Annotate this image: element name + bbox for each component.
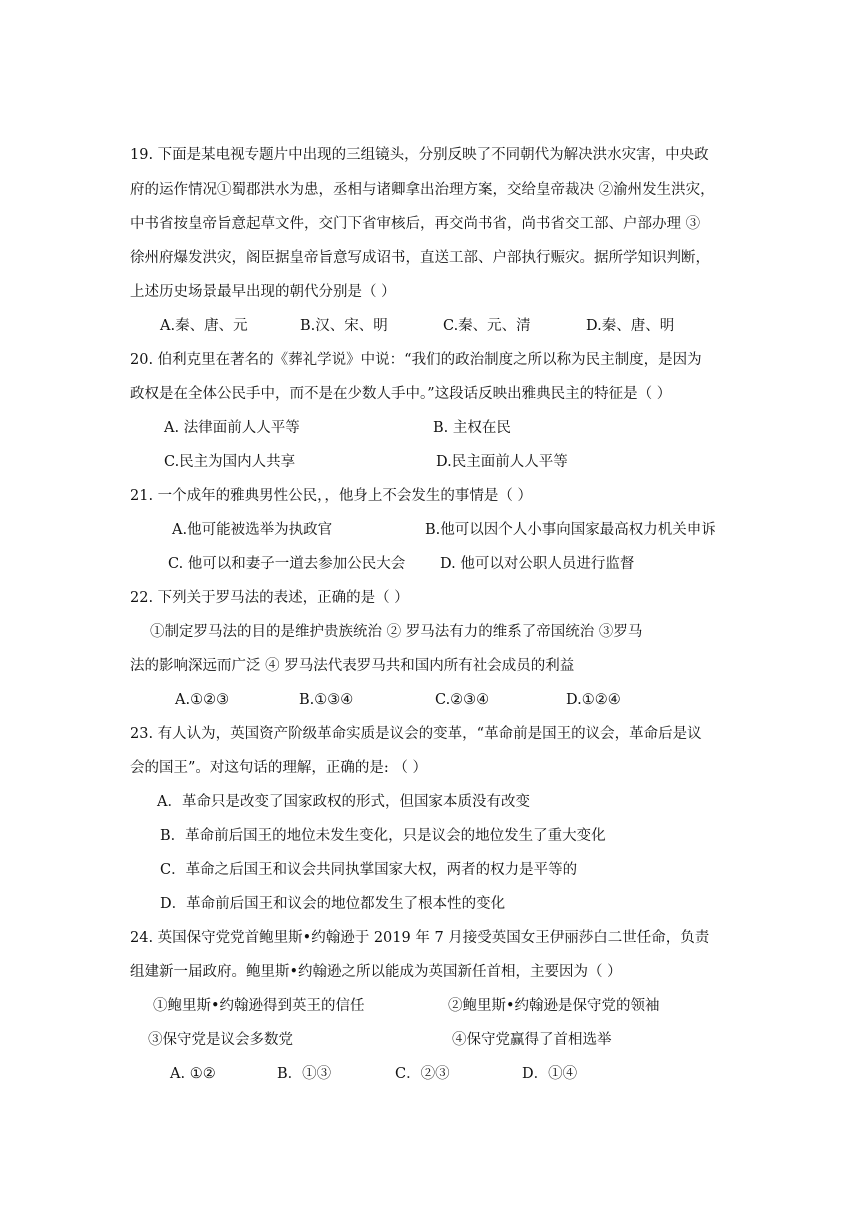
question-24-statement-2: ②鲍里斯•约翰逊是保守党的领袖	[448, 998, 660, 1014]
question-19-option-a[interactable]: A.秦、唐、元	[160, 318, 248, 334]
question-21-option-d[interactable]: D. 他可以对公职人员进行监督	[440, 556, 635, 572]
question-23-option-a[interactable]: A．革命只是改变了国家政权的形式，但国家本质没有改变	[157, 794, 530, 810]
question-20-stem-line-1: 20. 伯利克里在著名的《葬礼学说》中说：“我们的政治制度之所以称为民主制度，是因为	[130, 352, 702, 368]
question-19-stem-line-2: 府的运作情况①蜀郡洪水为患，丞相与诸卿拿出治理方案，交给皇帝裁决 ②渝州发生洪灾，	[130, 182, 715, 198]
question-23-stem-line-1: 23. 有人认为，英国资产阶级革命实质是议会的变革，“革命前是国王的议会，革命后是议	[130, 726, 702, 742]
question-24-statement-1: ①鲍里斯•约翰逊得到英王的信任	[153, 998, 365, 1014]
question-19-stem-line-3: 中书省按皇帝旨意起草文件，交门下省审核后，再交尚书省，尚书省交工部、户部办理 ③	[130, 216, 701, 232]
question-24-option-d[interactable]: D．①④	[522, 1066, 578, 1082]
question-23-option-d[interactable]: D．革命前后国王和议会的地位都发生了根本性的变化	[160, 896, 506, 912]
question-20-option-a[interactable]: A. 法律面前人人平等	[164, 420, 300, 436]
question-22-option-d[interactable]: D.①②④	[566, 692, 621, 708]
question-20-stem-line-2: 政权是在全体公民手中，而不是在少数人手中。”这段话反映出雅典民主的特征是（ ）	[130, 386, 672, 402]
question-19-option-c[interactable]: C.秦、元、清	[443, 318, 531, 334]
question-24-statement-3: ③保守党是议会多数党	[148, 1032, 293, 1048]
question-23-stem-line-2: 会的国王”。对这句话的理解，正确的是: （ ）	[130, 760, 428, 776]
question-24-stem-line-2: 组建新一届政府。鲍里斯•约翰逊之所以能成为英国新任首相，主要因为（ ）	[130, 964, 622, 980]
question-22-stem-line-2: ①制定罗马法的目的是维护贵族统治 ② 罗马法有力的维系了帝国统治 ③罗马	[150, 624, 643, 640]
question-24-stem-line-1: 24. 英国保守党党首鲍里斯•约翰逊于 2019 年 7 月接受英国女王伊丽莎白二世任命，负责	[130, 930, 710, 946]
question-20-option-d[interactable]: D.民主面前人人平等	[436, 454, 568, 470]
question-24-option-b[interactable]: B．①③	[277, 1066, 332, 1082]
question-19-option-d[interactable]: D.秦、唐、明	[586, 318, 675, 334]
question-23-option-b[interactable]: B．革命前后国王的地位未发生变化，只是议会的地位发生了重大变化	[160, 828, 606, 844]
question-24-option-a[interactable]: A. ①②	[170, 1066, 216, 1082]
question-19-stem-line-1: 19. 下面是某电视专题片中出现的三组镜头，分别反映了不同朝代为解决洪水灾害，中央政	[130, 147, 709, 163]
question-22-stem-line-3: 法的影响深远而广泛 ④ 罗马法代表罗马共和国内所有社会成员的利益	[130, 658, 575, 674]
question-21-option-a[interactable]: A.他可能被选举为执政官	[172, 522, 333, 538]
question-22-stem-line-1: 22. 下列关于罗马法的表述，正确的是（ ）	[130, 590, 409, 606]
question-21-stem-line-1: 21. 一个成年的雅典男性公民，，他身上不会发生的事情是（ ）	[130, 488, 533, 504]
question-24-option-c[interactable]: C．②③	[395, 1066, 450, 1082]
question-19-option-b[interactable]: B.汉、宋、明	[300, 318, 388, 334]
question-24-statement-4: ④保守党赢得了首相选举	[452, 1032, 612, 1048]
question-22-option-c[interactable]: C.②③④	[435, 692, 490, 708]
question-22-option-b[interactable]: B.①③④	[299, 692, 354, 708]
question-20-option-c[interactable]: C.民主为国内人共享	[164, 454, 296, 470]
question-23-option-c[interactable]: C．革命之后国王和议会共同执掌国家大权，两者的权力是平等的	[160, 862, 578, 878]
question-20-option-b[interactable]: B. 主权在民	[433, 420, 511, 436]
question-19-stem-line-4: 徐州府爆发洪灾，阁臣据皇帝旨意写成诏书，直送工部、户部执行赈灾。据所学知识判断，	[130, 250, 710, 266]
question-21-option-b[interactable]: B.他可以因个人小事向国家最高权力机关申诉	[425, 522, 716, 538]
question-19-stem-line-5: 上述历史场景最早出现的朝代分别是（ ）	[130, 284, 396, 300]
question-22-option-a[interactable]: A.①②③	[175, 692, 230, 708]
question-21-option-c[interactable]: C. 他可以和妻子一道去参加公民大会	[168, 556, 406, 572]
